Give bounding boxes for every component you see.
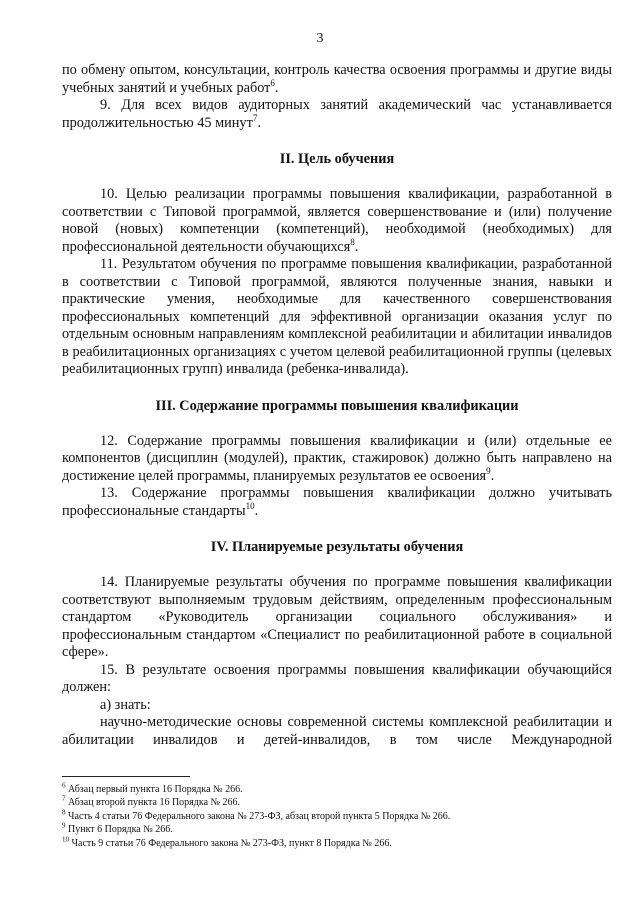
- footnote-text: Абзац первый пункта 16 Порядка № 266.: [68, 784, 243, 795]
- section-heading-4: IV. Планируемые результаты обучения: [210, 539, 464, 555]
- punct: .: [254, 502, 259, 519]
- paragraph-10: [62, 186, 612, 256]
- footnote-text: Пункт 6 Порядка № 266.: [68, 824, 173, 836]
- footnotes: [62, 783, 612, 850]
- footnote-num: 8: [62, 808, 66, 817]
- punct: .: [354, 238, 359, 255]
- footnote-ref: 8: [350, 236, 355, 247]
- page-content: [62, 62, 612, 749]
- footnote-8: [62, 810, 612, 823]
- footnote-num: 9: [62, 821, 66, 830]
- footnote-num: 6: [62, 781, 66, 790]
- list-item-a-1: научно-методические основы современной системы комплексной реабилитации и абилитации инвалидов и детей-инвалидов, в том числе Международной: [62, 714, 612, 748]
- punct: .: [257, 114, 261, 131]
- footnote-text: Часть 4 статьи 76 Федерального закона № 273-ФЗ, абзац второй пункта 5 Порядка № 266.: [68, 810, 451, 822]
- paragraph-text: 13. Содержание программы повышения квалификации должно учитывать профессиональные стандарты: [62, 485, 612, 519]
- footnote-7: [62, 796, 612, 809]
- punct: .: [490, 467, 495, 484]
- footnote-separator: [62, 776, 190, 777]
- footnote-text: Абзац второй пункта 16 Порядка № 266.: [68, 797, 241, 809]
- paragraph-12: [62, 433, 612, 486]
- page-number: 3: [316, 31, 324, 46]
- paragraph-text: 10. Целью реализации программы повышения квалификации, разработанной в соответствии с Типовой программой, является совершенствование и (или) получение новой (новых) компетенции (компетенций), необходимой (необходимых) для профессиональной деятельности обучающихся: [62, 186, 612, 255]
- section-heading-2: II. Цель обучения: [279, 151, 395, 167]
- footnote-num: 10: [62, 835, 69, 844]
- footnote-6: [62, 783, 612, 796]
- footnote-text: Часть 9 статьи 76 Федерального закона № 273-ФЗ, пункт 8 Порядка № 266.: [71, 837, 392, 849]
- paragraph-text: по обмену опытом, консультации, контроль качества освоения программы и другие виды учебных занятий и учебных работ: [62, 62, 612, 96]
- section-heading-3: III. Содержание программы повышения квалификации: [155, 397, 519, 414]
- footnote-9: [62, 823, 612, 836]
- list-item-a: а) знать:: [100, 696, 151, 713]
- footnote-ref: 6: [270, 77, 275, 88]
- paragraph-13: [62, 485, 612, 520]
- paragraph-15: 15. В результате освоения программы повышения квалификации обучающийся должен:: [62, 661, 612, 695]
- footnote-num: 7: [62, 795, 66, 804]
- footnote-ref: 9: [486, 465, 491, 476]
- paragraph-continued: по обмену опытом, консультации, контроль качества освоения программы и другие виды учебных занятий и учебных работ$^6$.: [62, 62, 612, 96]
- paragraph-text: 9. Для всех видов аудиторных занятий академический час устанавливается продолжительностью 45 минут: [62, 97, 612, 131]
- paragraph-text: 12. Содержание программы повышения квалификации и (или) отдельные ее компонентов (дисциплин (модулей), практик, стажировок) должно быть направлено на достижение целей программы, планируемых результатов ее освоения: [62, 432, 612, 484]
- paragraph-11: 11. Результатом обучения по программе повышения квалификации, разработанной в соответствии с Типовой программой, являются полученные знания, навыки и практические умения, необходимые для качественного совершенствования профессиональных компетенций для эффективной организации оказания услуг по отдельным основным направлениям комплексной реабилитации и абилитации инвалидов в реабилитационных организациях с учетом целевой реабилитационной группы (целевых реабилитационных групп) инвалида (ребенка-инвалида).: [62, 256, 612, 377]
- footnote-ref: 7: [252, 112, 258, 123]
- footnote-10: [62, 837, 612, 850]
- footnote-ref: 10: [245, 500, 255, 511]
- paragraph-9: [62, 97, 612, 132]
- paragraph-14: 14. Планируемые результаты обучения по программе повышения квалификации соответствуют выполняемым трудовым действиям, определенным профессиональным стандартом «Руководитель организации социального обслуживания» и профессиональным стандартом «Специалист по реабилитационной работе в социальной сфере».: [62, 574, 612, 660]
